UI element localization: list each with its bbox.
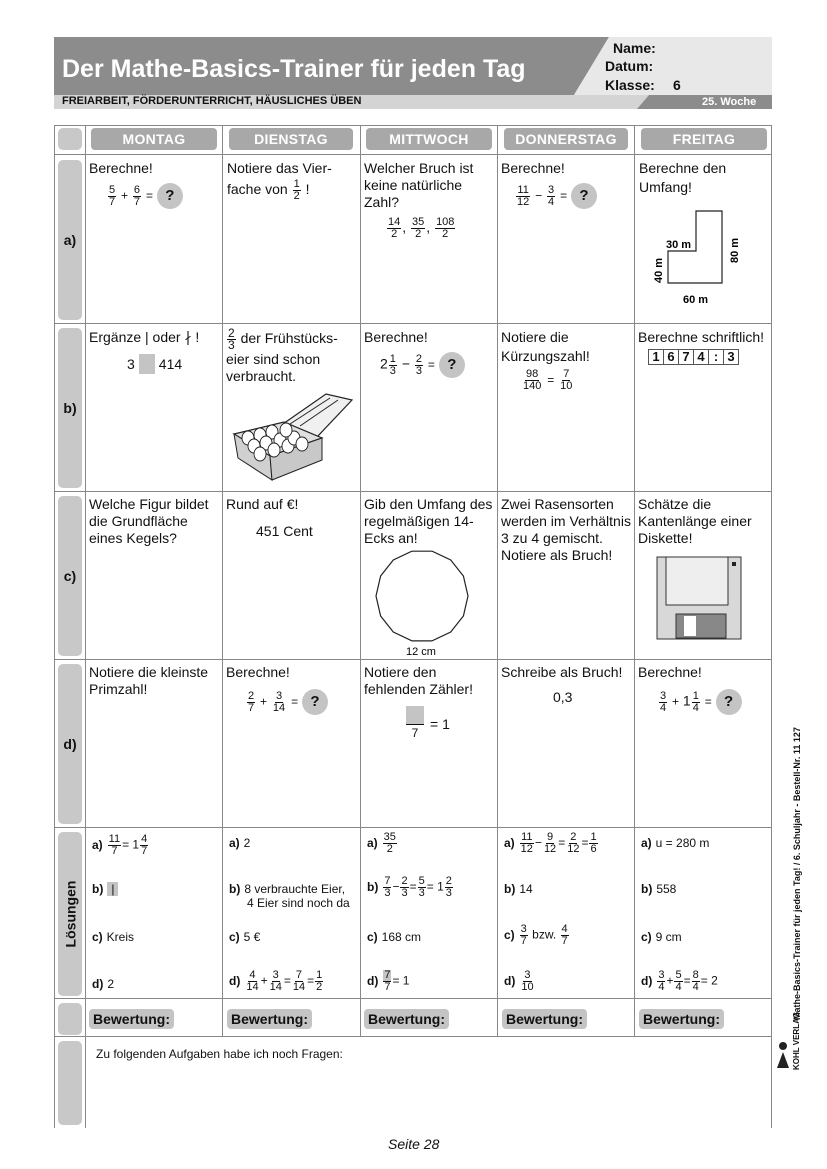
publisher-logo: KOHL VERLAG [792, 1011, 801, 1070]
row-label-rating [58, 1003, 82, 1035]
day-header-tuesday: DIENSTAG [229, 128, 353, 150]
row-label-a: a) [58, 160, 82, 320]
l-shape-figure [650, 205, 750, 305]
sol-wed-b: b) $\frac{7}{3}$ − $\frac{2}{3}$ = $\frac{5}{3}$ = 1 $\frac{2}{3}$ [367, 875, 452, 899]
task-d-tue: Berechne! $\frac{2}{7}$ + $\frac{3}{14}$ = ? [226, 664, 328, 715]
side-text: Mathe-Basics-Trainer für jeden Tag! / 6. Schuljahr - Bestell-Nr. 11 127 [792, 727, 802, 1020]
page-title: Der Mathe-Basics-Trainer für jeden Tag [62, 55, 526, 83]
rating-tue: Bewertung: [227, 1009, 312, 1029]
sol-thu-a: a) $\frac{11}{12}$ − $\frac{9}{12}$ = $\frac{2}{12}$ = $\frac{1}{6}$ [504, 831, 597, 855]
sol-fri-b: b) 558 [641, 882, 677, 896]
week-label: 25. Woche [702, 96, 757, 108]
sol-tue-c: c) 5 € [229, 930, 261, 944]
task-a-wed: Welcher Bruch ist keine natürliche Zahl? $\frac{14}{2}$ , $\frac{35}{2}$ , $\frac{108}{2}$ [364, 160, 474, 240]
task-c-fri: Schätze die Kantenlänge einer Diskette! [638, 496, 752, 546]
sol-wed-d: d) $\frac{7}{7}$ = 1 [367, 969, 410, 993]
task-d-wed: Notiere den fehlenden Zähler! 7 = 1 [364, 664, 473, 740]
rating-thu: Bewertung: [502, 1009, 587, 1029]
task-c-tue: Rund auf €! 451 Cent [226, 496, 313, 539]
class-value: 6 [673, 77, 681, 93]
day-header-monday: MONTAG [91, 128, 217, 150]
sol-mon-a: a) $\frac{11}{7}$ = 1 $\frac{4}{7}$ [92, 833, 148, 857]
question-mark-icon: ? [571, 183, 597, 209]
question-mark-icon: ? [716, 689, 742, 715]
rating-mon: Bewertung: [89, 1009, 174, 1029]
task-d-mon: Notiere die kleinste Primzahl! [89, 664, 209, 697]
corner-cell [58, 128, 82, 150]
task-b-tue: $\frac{2}{3}$ der Frühstücks- eier sind schon verbraucht. [226, 326, 338, 384]
rating-wed: Bewertung: [364, 1009, 449, 1029]
task-b-fri: Berechne schriftlich! 1 6 7 4 : 3 [638, 329, 765, 364]
task-b-mon: Ergänze | oder ∤ ! 3 414 [89, 329, 199, 374]
floppy-disk-image [656, 556, 742, 640]
sol-thu-b: b) 14 [504, 882, 533, 896]
sol-wed-a: a) $\frac{35}{2}$ [367, 831, 396, 855]
task-a-mon: Berechne! $\frac{5}{7}$ + $\frac{6}{7}$ = ? [89, 160, 183, 209]
sol-mon-c: c) Kreis [92, 930, 135, 944]
row-label-solutions [58, 832, 82, 996]
page-number: Seite 28 [388, 1136, 440, 1152]
sol-thu-d: d) $\frac{3}{10}$ [504, 969, 534, 993]
task-d-fri: Berechne! $\frac{3}{4}$ + 1 $\frac{1}{4}$ = ? [638, 664, 742, 715]
task-b-thu: Notiere die Kürzungszahl! $\frac{98}{140}$ = $\frac{7}{10}$ [501, 329, 590, 392]
day-header-friday: FREITAG [641, 128, 767, 150]
task-c-thu: Zwei Rasensorten werden im Verhältnis 3 zu 4 gemischt. Notiere als Bruch! [501, 496, 631, 563]
sol-fri-d: d) $\frac{3}{4}$ + $\frac{5}{4}$ = $\frac{8}{4}$ = 2 [641, 969, 718, 993]
sol-thu-c: c) $\frac{3}{7}$ bzw. $\frac{4}{7}$ [504, 923, 568, 947]
questions-prompt: Zu folgenden Aufgaben habe ich noch Fragen: [96, 1047, 343, 1061]
task-a-tue: Notiere das Vier- fache von $\frac{1}{2}$ ! [227, 160, 332, 202]
sol-tue-d: d) $\frac{4}{14}$ + $\frac{3}{14}$ = $\frac{7}{14}$ = $\frac{1}{2}$ [229, 969, 323, 993]
blank-box [139, 354, 155, 374]
row-label-b: b) [58, 328, 82, 488]
rating-fri: Bewertung: [639, 1009, 724, 1029]
task-b-wed: Berechne! 2 $\frac{1}{3}$ − $\frac{2}{3}$ = ? [364, 329, 465, 378]
task-a-thu: Berechne! $\frac{11}{12}$ − $\frac{3}{4}$ = ? [501, 160, 597, 209]
egg-carton-image [230, 386, 354, 486]
dim-30m: 30 m [666, 239, 692, 251]
task-d-thu: Schreibe als Bruch! 0,3 [501, 664, 623, 705]
row-label-c: c) [58, 496, 82, 656]
dim-60m: 60 m [683, 294, 709, 305]
sol-tue-a: a) 2 [229, 836, 251, 850]
question-mark-icon: ? [302, 689, 328, 715]
question-mark-icon: ? [157, 183, 183, 209]
task-c-wed: Gib den Umfang des regelmäßigen 14-Ecks an! [364, 496, 493, 546]
name-label: Name: [613, 40, 656, 56]
task-a-fri: Berechne den Umfang! [639, 160, 727, 195]
date-label: Datum: [605, 58, 654, 74]
solutions-label: Lösungen [62, 880, 79, 948]
row-label-questions [58, 1041, 82, 1125]
sol-fri-a: a) u = 280 m [641, 836, 710, 850]
dim-12cm: 12 cm [406, 646, 436, 658]
row-label-d: d) [58, 664, 82, 824]
sol-fri-c: c) 9 cm [641, 930, 682, 944]
task-c-mon: Welche Figur bildet die Grundfläche eines Kegels? [89, 496, 209, 546]
tetradecagon-figure [372, 549, 472, 659]
day-header-thursday: DONNERSTAG [504, 128, 628, 150]
sol-mon-b: b) | [92, 882, 118, 896]
page-subtitle: FREIARBEIT, FÖRDERUNTERRICHT, HÄUSLICHES ÜBEN [62, 95, 362, 107]
sol-tue-b: b) 8 verbrauchte Eier, 4 Eier sind noch da [229, 882, 350, 910]
sol-wed-c: c) 168 cm [367, 930, 422, 944]
question-mark-icon: ? [439, 352, 465, 378]
day-header-wednesday: MITTWOCH [366, 128, 492, 150]
sol-mon-d: d) 2 [92, 977, 115, 991]
dim-80m: 80 m [729, 237, 741, 263]
class-label: Klasse: [605, 77, 655, 93]
dim-40m: 40 m [653, 257, 665, 283]
reader-figure-icon [774, 1040, 792, 1070]
